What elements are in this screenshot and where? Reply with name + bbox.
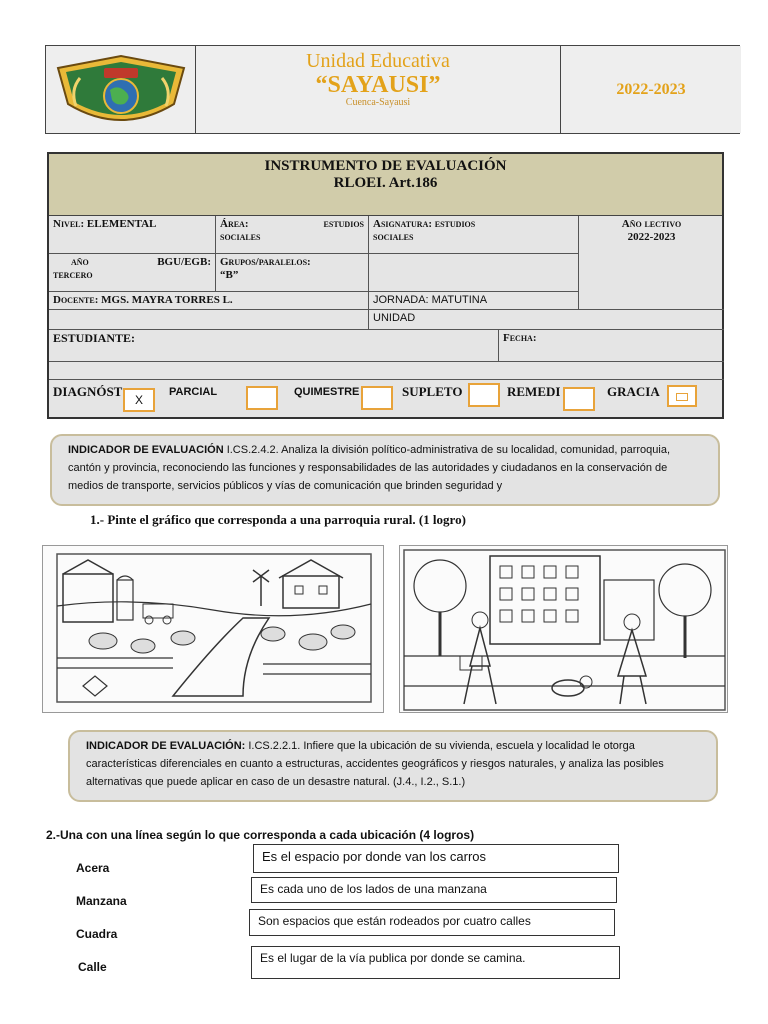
nivel-label: Nivel: ELEMENTAL bbox=[53, 218, 157, 230]
unidad-cell bbox=[369, 310, 724, 330]
school-name: “SAYAUSI” bbox=[315, 72, 441, 98]
type-supletorio-label: SUPLETO bbox=[402, 384, 463, 399]
ano-lectivo-cell bbox=[579, 216, 724, 310]
jornada-label: JORNADA: MATUTINA bbox=[373, 294, 488, 306]
nivel-cell bbox=[49, 216, 216, 254]
question-1: 1.- Pinte el gráfico que corresponda a una parroquia rural. (1 logro) bbox=[90, 512, 466, 527]
school-line1: Unidad Educativa bbox=[306, 50, 450, 72]
school-name-cell bbox=[196, 46, 561, 133]
school-header bbox=[45, 45, 740, 134]
area-value: estudios bbox=[323, 218, 364, 230]
definition-1[interactable]: Es el espacio por donde van los carros bbox=[253, 844, 619, 873]
definition-4[interactable]: Es el lugar de la vía publica por donde se camina. bbox=[251, 946, 620, 979]
docente-cell bbox=[49, 292, 369, 310]
school-year: 2022-2023 bbox=[616, 80, 686, 98]
rural-scene-icon bbox=[43, 546, 384, 713]
fecha-label: Fecha: bbox=[503, 332, 537, 344]
type-quimestre-label: QUIMESTRE bbox=[294, 386, 360, 398]
area-value-2: sociales bbox=[220, 231, 261, 243]
school-location: Cuenca-Sayausi bbox=[345, 97, 411, 108]
type-remedial-checkbox[interactable] bbox=[563, 387, 595, 411]
spacer-row bbox=[49, 362, 724, 380]
urban-scene-icon bbox=[400, 546, 728, 713]
area-cell bbox=[216, 216, 369, 254]
jornada-cell bbox=[369, 292, 579, 310]
grupos-cell bbox=[216, 254, 369, 292]
rural-picture[interactable] bbox=[42, 545, 384, 713]
urban-picture[interactable] bbox=[399, 545, 728, 713]
ano-lectivo-label: Año lectivo bbox=[621, 218, 682, 230]
type-quimestre-checkbox[interactable] bbox=[361, 386, 393, 410]
unidad-label: UNIDAD bbox=[373, 312, 416, 324]
question-2: 2.-Una con una línea según lo que corresponda a cada ubicación (4 logros) bbox=[46, 828, 475, 842]
bgu-label: BGU/EGB: bbox=[157, 256, 211, 268]
evaluation-title-line1: INSTRUMENTO DE EVALUACIÓN bbox=[264, 158, 507, 174]
type-parcial-checkbox[interactable] bbox=[246, 386, 278, 410]
area-label: Área: bbox=[220, 218, 249, 230]
indicator-2-label: INDICADOR DE EVALUACIÓN: bbox=[86, 740, 246, 752]
type-remedial-label: REMEDI bbox=[507, 384, 561, 399]
definition-2[interactable]: Es cada uno de los lados de una manzana bbox=[251, 877, 617, 903]
ano-label: año bbox=[71, 256, 89, 268]
type-supletorio-checkbox[interactable] bbox=[468, 383, 500, 407]
term-manzana: Manzana bbox=[76, 894, 127, 908]
fecha-cell bbox=[499, 330, 724, 362]
evaluation-title-line2: RLOEI. Art.186 bbox=[333, 175, 438, 191]
type-parcial-label: PARCIAL bbox=[169, 386, 218, 398]
asignatura-line2: sociales bbox=[373, 231, 414, 243]
docente-label: Docente: MGS. MAYRA TORRES L. bbox=[53, 294, 233, 306]
school-crest-icon bbox=[46, 46, 196, 134]
term-acera: Acera bbox=[76, 861, 110, 875]
type-diagnostica-checkbox[interactable]: X bbox=[123, 388, 155, 412]
type-diagnostica-label: DIAGNÓST bbox=[53, 384, 123, 399]
asignatura-cell bbox=[369, 216, 579, 254]
blank-cell bbox=[369, 254, 579, 292]
type-gracia-label: GRACIA bbox=[607, 384, 660, 399]
indicator-1-label: INDICADOR DE EVALUACIÓN bbox=[68, 444, 224, 456]
gracia-box-icon bbox=[676, 393, 688, 401]
definition-3[interactable]: Son espacios que están rodeados por cuatro calles bbox=[249, 909, 615, 936]
school-year-cell bbox=[561, 46, 741, 133]
ano-value: tercero bbox=[53, 269, 93, 281]
term-cuadra: Cuadra bbox=[76, 927, 118, 941]
school-logo-cell bbox=[46, 46, 196, 133]
grupos-label: Grupos/paralelos: bbox=[220, 256, 311, 268]
estudiante-label: ESTUDIANTE: bbox=[53, 331, 136, 345]
grupos-value: “B” bbox=[220, 269, 239, 281]
ano-cell bbox=[49, 254, 216, 292]
estudiante-cell bbox=[49, 330, 499, 362]
type-gracia-checkbox[interactable] bbox=[667, 385, 697, 407]
term-calle: Calle bbox=[78, 960, 107, 974]
evaluation-table bbox=[47, 152, 724, 419]
indicator-2-box bbox=[68, 730, 718, 802]
indicator-1-box bbox=[50, 434, 720, 506]
evaluation-title bbox=[49, 154, 722, 216]
indicator-2-text: I.CS.2.2.1. Infiere que la ubicación de su vivienda, escuela y localidad le otorga características diferenciales en cuanto a estructuras, accidentes geográficos y riesgos naturales, y analiza las posibles alternativas que puede aplicar en caso de un desastre natural. (J.4., I.2., S.1.) bbox=[86, 740, 664, 788]
blank-row-cell bbox=[49, 310, 369, 330]
asignatura-line1: Asignatura: estudios bbox=[373, 218, 476, 230]
ano-lectivo-value: 2022-2023 bbox=[627, 231, 676, 243]
indicator-1-text: I.CS.2.4.2. Analiza la división político-administrativa de su localidad, comunidad, parroquia, cantón y provincia, reconociendo las funciones y responsabilidades de las autoridades y ciudadanos en la conservación de medios de transporte, servicios públicos y vías de comunicación que brinden seguridad y bbox=[68, 444, 670, 492]
